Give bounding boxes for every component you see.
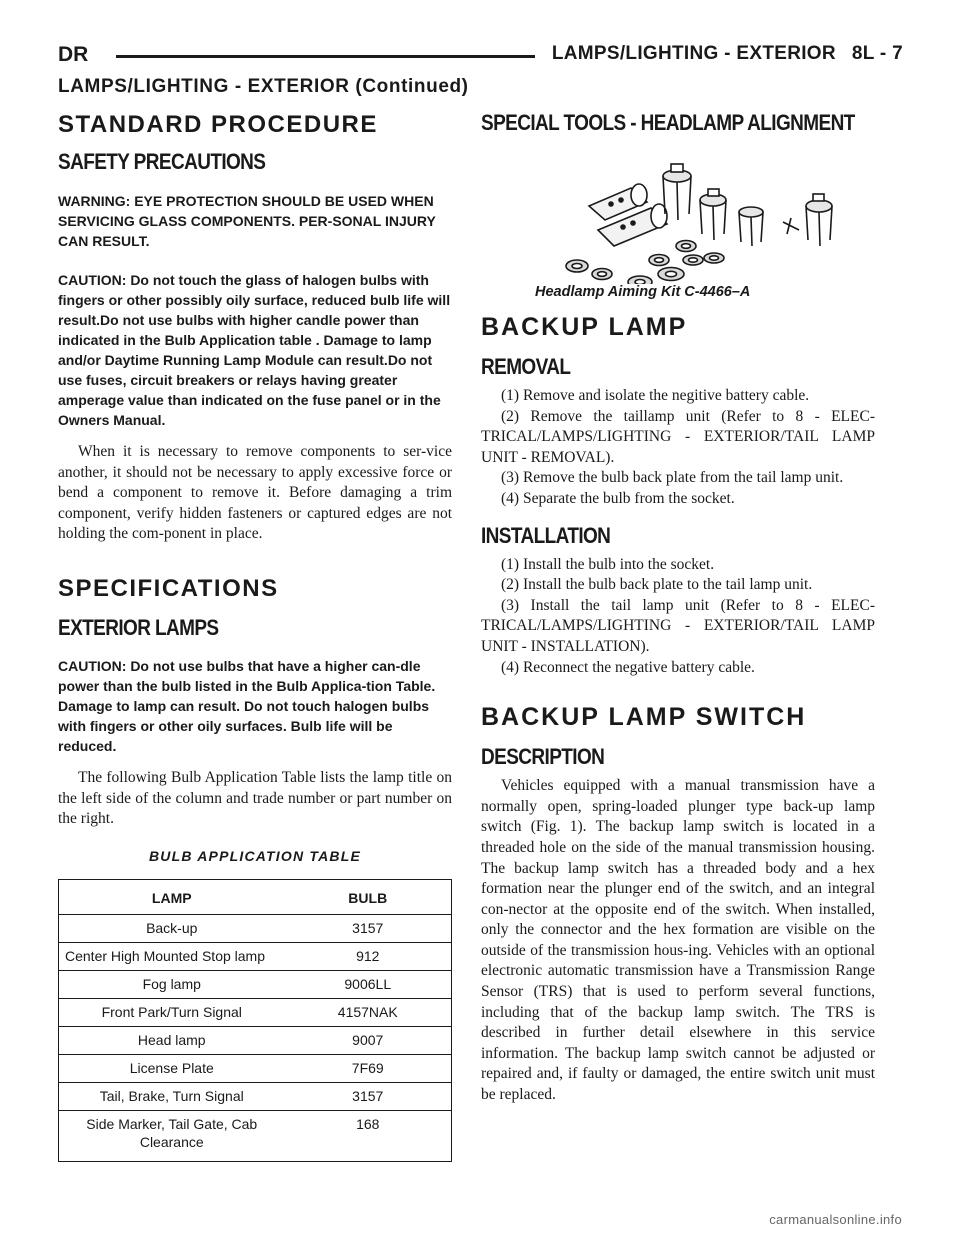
cell-lamp: Head lamp (59, 1026, 285, 1054)
table-row (59, 1110, 452, 1161)
headlamp-aiming-kit-figure (481, 134, 875, 284)
watermark: carmanualsonline.info (769, 1212, 902, 1227)
cell-lamp: Center High Mounted Stop lamp (59, 942, 285, 970)
header-lamp: LAMP (151, 889, 192, 906)
removal-step: (2) Remove the taillamp unit (Refer to 8 - ELEC-TRICAL/LAMPS/LIGHTING - EXTERIOR/TAIL LAMP UNIT - REMOVAL). (481, 407, 875, 466)
cell-lamp: Back-up (59, 914, 285, 942)
pin-part (783, 218, 799, 234)
table-header-row (59, 879, 452, 914)
cell-lamp: Fog lamp (59, 970, 285, 998)
table-row (59, 1054, 452, 1082)
description-paragraph: Vehicles equipped with a manual transmission have a normally open, spring-loaded plunger type back-up lamp switch (Fig. 1). The backup lamp switch is located in a threaded hole on the side of the manual transmission housing. The backup lamp switch has a threaded body and a hex formation near the plunger end of the switch, and an integral con-nector at the opposite end of the switch. When installed, only the connector and the hex formation are visible on the outside of the transmission hous-ing. Vehicles with an optional electronic automatic transmission have a Transmission Range Sensor (TRS) that is used to perform several functions, including that of the backup lamp switch. The TRS is described in further detail elsewhere in this service information. The backup lamp switch cannot be adjusted or repaired and, if faulty or damaged, the entire switch unit must be replaced. (481, 777, 875, 1104)
heading-backup-lamp-switch: BACKUP LAMP SWITCH (481, 703, 807, 732)
header-right (552, 43, 903, 65)
ring-set (566, 241, 724, 285)
table-row (59, 1082, 452, 1110)
cell-bulb: 7F69 (285, 1054, 452, 1082)
table-row (59, 970, 452, 998)
cell-bulb: 912 (285, 942, 452, 970)
removal-step: (1) Remove and isolate the negitive battery cable. (501, 387, 810, 404)
continued-heading: LAMPS/LIGHTING - EXTERIOR (Continued) (58, 76, 469, 97)
stand-adapter-3 (739, 207, 763, 246)
left-column (58, 110, 452, 1162)
cell-lamp: Side Marker, Tail Gate, Cab Clearance (59, 1110, 285, 1161)
page-number: 8L - 7 (851, 43, 903, 64)
installation-step: (1) Install the bulb into the socket. (501, 555, 715, 573)
right-column (481, 110, 875, 1106)
heading-description: DESCRIPTION (481, 745, 605, 771)
paragraph-table-intro: The following Bulb Application Table lists the lamp title on the left side of the column and trade number or part number on the right. (58, 768, 452, 828)
cell-bulb: 168 (285, 1110, 452, 1161)
table-row (59, 914, 452, 942)
cell-bulb: 9006LL (285, 970, 452, 998)
heading-removal: REMOVAL (481, 355, 571, 380)
cell-bulb: 9007 (285, 1026, 452, 1054)
heading-installation: INSTALLATION (481, 523, 611, 549)
header-left: DR (58, 43, 89, 66)
warning-text: WARNING: EYE PROTECTION SHOULD BE USED WHEN SERVICING GLASS COMPONENTS. PER-SONAL INJURY CAN RESULT. (58, 193, 436, 249)
installation-step: (2) Install the bulb back plate to the tail lamp unit. (501, 576, 813, 594)
table-row (59, 998, 452, 1026)
caution-text-1: CAUTION: Do not touch the glass of halogen bulbs with fingers or other possibly oily surface, reduced bulb life will result.Do not use bulbs with higher candle power than indicated in the Bulb Application table . Damage to lamp and/or Daytime Running Lamp Module can result.Do not use fuses, circuit breakers or relays having greater amperage value than indicated on the fuse panel or in the Owners Manual. (58, 272, 451, 428)
cell-lamp: License Plate (59, 1054, 285, 1082)
header-rule (116, 55, 535, 58)
removal-step: (3) Remove the bulb back plate from the tail lamp unit. (501, 469, 844, 487)
installation-step: (3) Install the tail lamp unit (Refer to 8 - ELEC-TRICAL/LAMPS/LIGHTING - EXTERIOR/TAIL LAMP UNIT - INSTALLATION). (481, 596, 875, 655)
heading-safety-precautions: SAFETY PRECAUTIONS (58, 150, 266, 175)
heading-backup-lamp: BACKUP LAMP (481, 313, 688, 341)
installation-step: (4) Reconnect the negative battery cable. (501, 658, 755, 676)
cell-bulb: 4157NAK (285, 998, 452, 1026)
heading-specifications: SPECIFICATIONS (58, 574, 279, 602)
cell-bulb: 3157 (285, 914, 452, 942)
cell-bulb: 3157 (285, 1082, 452, 1110)
stand-adapter-4 (806, 194, 832, 246)
cell-lamp: Front Park/Turn Signal (59, 998, 285, 1026)
bulb-application-table (58, 879, 452, 1162)
heading-special-tools: SPECIAL TOOLS - HEADLAMP ALIGNMENT (481, 111, 855, 136)
cell-lamp: Tail, Brake, Turn Signal (59, 1082, 285, 1110)
table-row (59, 942, 452, 970)
heading-exterior-lamps: EXTERIOR LAMPS (58, 616, 219, 641)
stand-adapter-2 (700, 189, 726, 240)
removal-step: (4) Separate the bulb from the socket. (501, 489, 735, 507)
aiming-kit-illustration (481, 134, 875, 284)
figure-caption: Headlamp Aiming Kit C-4466–A (535, 284, 751, 300)
table-row (59, 1026, 452, 1054)
paragraph-trim: When it is necessary to remove components to ser-vice another, it should not be necessary to apply excessive force or bend a component to remove it. Before damaging a trim component, verify hidden fasteners or captured edges are not holding the com-ponent in place. (58, 443, 452, 543)
table-title: BULB APPLICATION TABLE (148, 847, 362, 864)
header-bulb: BULB (348, 889, 388, 906)
page-header (58, 40, 903, 74)
header-title: LAMPS/LIGHTING - EXTERIOR (551, 43, 836, 64)
caution-text-2: CAUTION: Do not use bulbs that have a higher can-dle power than the bulb listed in the Bulb Applica-tion Table. Damage to lamp can result. Do not touch halogen bulbs with fingers or other oily surfaces. Bulb life will be reduced. (58, 657, 436, 754)
heading-standard-procedure: STANDARD PROCEDURE (58, 111, 378, 138)
